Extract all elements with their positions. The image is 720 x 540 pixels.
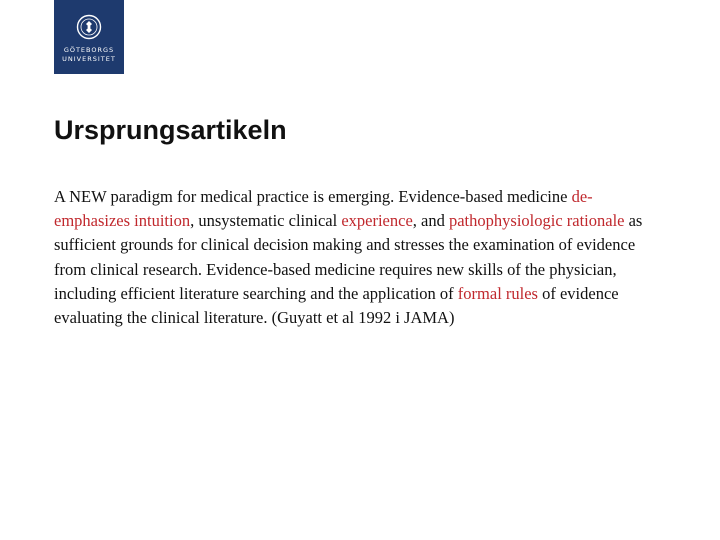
highlighted-phrase: experience <box>341 211 413 231</box>
slide-title: Ursprungsartikeln <box>54 115 287 145</box>
university-seal-icon <box>76 14 102 40</box>
logo-text-line1: GÖTEBORGS <box>63 46 115 54</box>
body-text-segment: , unsystematic clinical <box>190 211 342 231</box>
highlighted-phrase: pathophysiologic rationale <box>448 211 625 231</box>
body-text-segment: , and <box>412 211 449 231</box>
highlighted-phrase: de-emphasizes intuition <box>54 187 593 231</box>
body-text-segment: as sufficient grounds for clinical decision making and stresses the examination of evidence from clinical research. Evidence-based medicine requires new skills of the physician, including efficient literature searching and the application of <box>54 211 643 303</box>
highlighted-phrase: formal rules <box>457 283 538 303</box>
body-text-segment: A NEW paradigm for medical practice is emerging. Evidence-based medicine <box>54 187 572 206</box>
body-text-segment: of evidence evaluating the clinical literature. (Guyatt et al 1992 i JAMA) <box>54 283 619 328</box>
logo-text-line2: UNIVERSITET <box>62 55 116 63</box>
university-logo <box>54 0 124 74</box>
slide-body-text <box>54 185 654 330</box>
